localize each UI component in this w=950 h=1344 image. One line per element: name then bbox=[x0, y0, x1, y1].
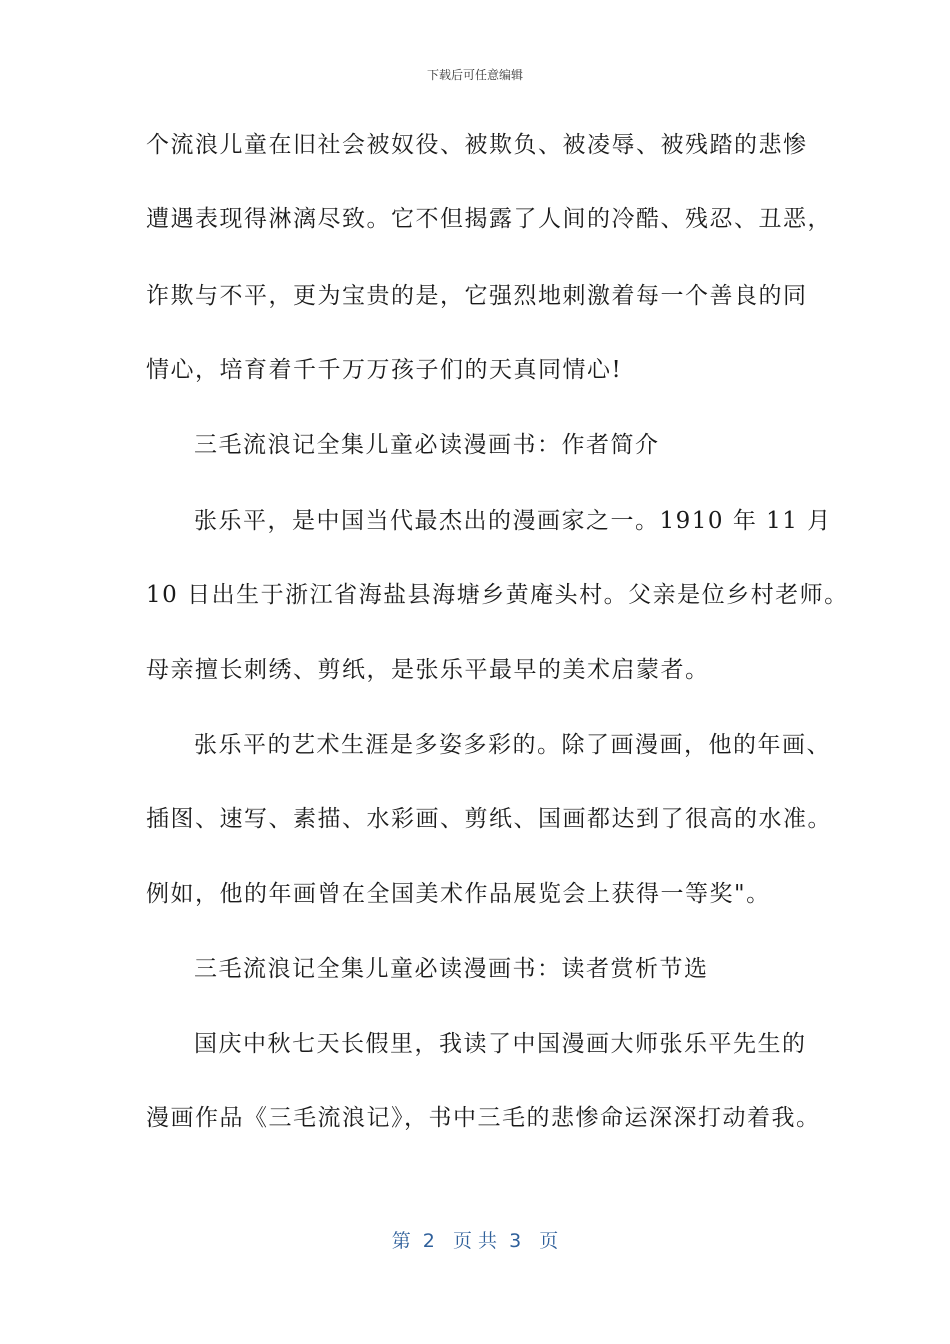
text-line: 插图、速写、素描、水彩画、剪纸、国画都达到了很高的水准。 bbox=[146, 806, 832, 832]
text-line: 例如，他的年画曾在全国美术作品展览会上获得一等奖"。 bbox=[146, 881, 771, 907]
text-line: 个流浪儿童在旧社会被奴役、被欺负、被凌辱、被残踏的悲惨 bbox=[146, 132, 808, 158]
page-header: 下载后可任意编辑 bbox=[426, 68, 523, 82]
text-line: 国庆中秋七天长假里，我读了中国漫画大师张乐平先生的 bbox=[194, 1031, 807, 1057]
text-line: 诈欺与不平，更为宝贵的是，它强烈地刺激着每一个善良的同 bbox=[146, 283, 808, 309]
text-line: 10 日出生于浙江省海盐县海塘乡黄庵头村。父亲是位乡村老师。 bbox=[146, 582, 849, 608]
text-line: 情心，培育着千千万万孩子们的天真同情心! bbox=[146, 357, 623, 383]
text-line: 遭遇表现得淋漓尽致。它不但揭露了人间的冷酷、残忍、丑恶， bbox=[146, 206, 832, 232]
section-heading: 三毛流浪记全集儿童必读漫画书：作者简介 bbox=[194, 432, 660, 458]
text-line: 漫画作品《三毛流浪记》，书中三毛的悲惨命运深深打动着我。 bbox=[146, 1105, 821, 1131]
text-line: 母亲擅长刺绣、剪纸，是张乐平最早的美术启蒙者。 bbox=[146, 657, 710, 683]
section-heading: 三毛流浪记全集儿童必读漫画书：读者赏析节选 bbox=[194, 956, 709, 982]
text-line: 张乐平的艺术生涯是多姿多彩的。除了画漫画，他的年画、 bbox=[194, 732, 831, 758]
page-footer: 第 2 页 共 3 页 bbox=[391, 1230, 559, 1252]
text-line: 张乐平，是中国当代最杰出的漫画家之一。1910 年 11 月 bbox=[194, 508, 832, 534]
